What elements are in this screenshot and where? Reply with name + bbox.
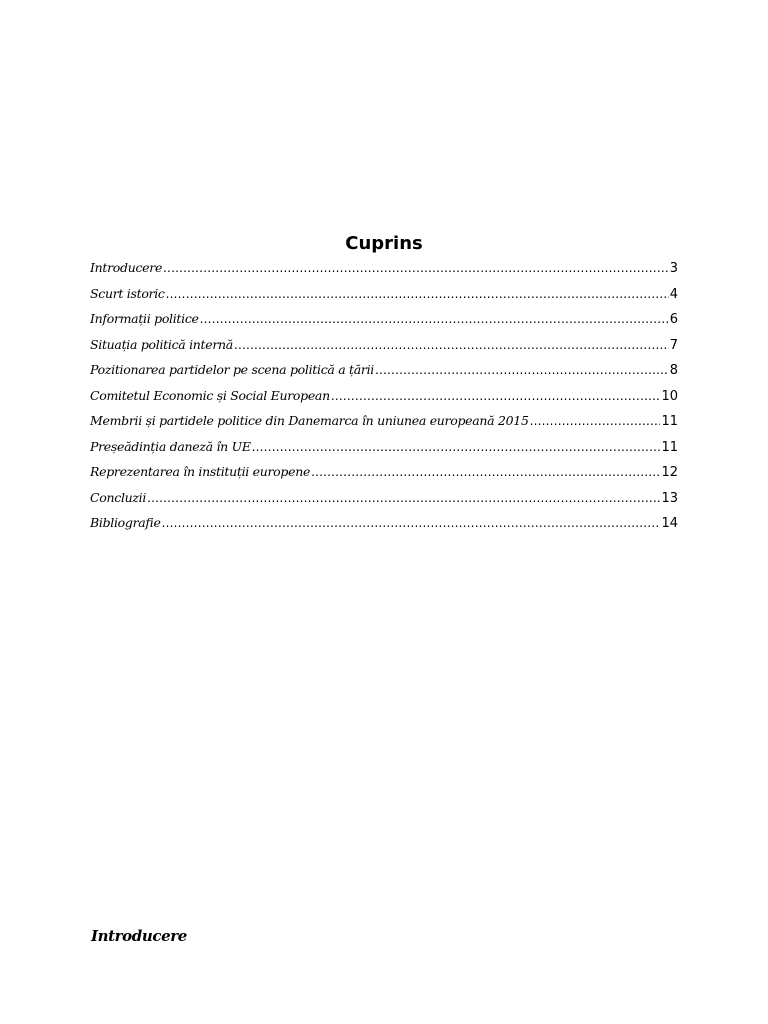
toc-dot-leader [162, 512, 661, 534]
table-of-contents [90, 257, 678, 538]
toc-entry-label: Scurt istoric [90, 285, 165, 301]
toc-dot-leader [163, 257, 669, 279]
toc-entry-label: Membrii și partidele politice din Danemarca în uniunea europeană 2015 [90, 413, 529, 428]
toc-dot-leader [530, 410, 661, 432]
toc-entry-bibliografie[interactable] [90, 512, 678, 538]
toc-entry-scurt-istoric[interactable] [90, 283, 678, 309]
toc-entry-pozitionarea-partidelor[interactable] [90, 359, 678, 385]
toc-dot-leader [311, 461, 660, 483]
toc-entry-label: Informații politice [90, 311, 199, 326]
toc-entry-page: 7 [669, 337, 678, 353]
toc-entry-label: Concluzii [90, 489, 147, 505]
toc-entry-presedintia-daneza[interactable] [90, 436, 678, 462]
toc-title: Cuprins [345, 233, 423, 254]
toc-entry-page: 12 [661, 465, 678, 480]
toc-entry-page: 6 [669, 312, 678, 327]
toc-entry-situatia-politica[interactable] [90, 334, 678, 360]
toc-dot-leader [147, 487, 660, 509]
toc-entry-reprezentarea[interactable] [90, 461, 678, 487]
toc-entry-label: Reprezentarea în instituții europene [90, 464, 311, 479]
toc-dot-leader [375, 359, 669, 381]
toc-dot-leader [200, 308, 669, 330]
toc-entry-label: Comitetul Economic și Social European [90, 387, 330, 403]
toc-entry-introducere[interactable] [90, 257, 678, 283]
toc-entry-label: Preșeădinția daneză în UE [90, 438, 251, 454]
toc-entry-label: Introducere [90, 260, 163, 275]
toc-entry-page: 4 [669, 286, 678, 302]
toc-entry-label: Situația politică internă [90, 336, 233, 352]
toc-entry-comitetul-economic[interactable] [90, 385, 678, 411]
toc-dot-leader [234, 334, 669, 356]
toc-entry-label: Pozitionarea partidelor pe scena politică a țării [90, 362, 374, 377]
toc-dot-leader [252, 436, 661, 458]
toc-entry-concluzii[interactable] [90, 487, 678, 513]
toc-entry-page: 14 [661, 516, 678, 531]
toc-entry-page: 11 [661, 414, 678, 429]
toc-entry-page: 3 [669, 261, 678, 276]
toc-entry-label: Bibliografie [90, 515, 161, 530]
toc-dot-leader [166, 283, 669, 305]
toc-entry-page: 8 [669, 363, 678, 378]
toc-dot-leader [331, 385, 661, 407]
toc-entry-informatii-politice[interactable] [90, 308, 678, 334]
toc-entry-page: 13 [661, 490, 678, 506]
toc-entry-page: 11 [661, 439, 678, 455]
section-heading-introducere: Introducere [91, 927, 187, 945]
toc-entry-page: 10 [661, 388, 678, 404]
toc-entry-membrii-partidele[interactable] [90, 410, 678, 436]
